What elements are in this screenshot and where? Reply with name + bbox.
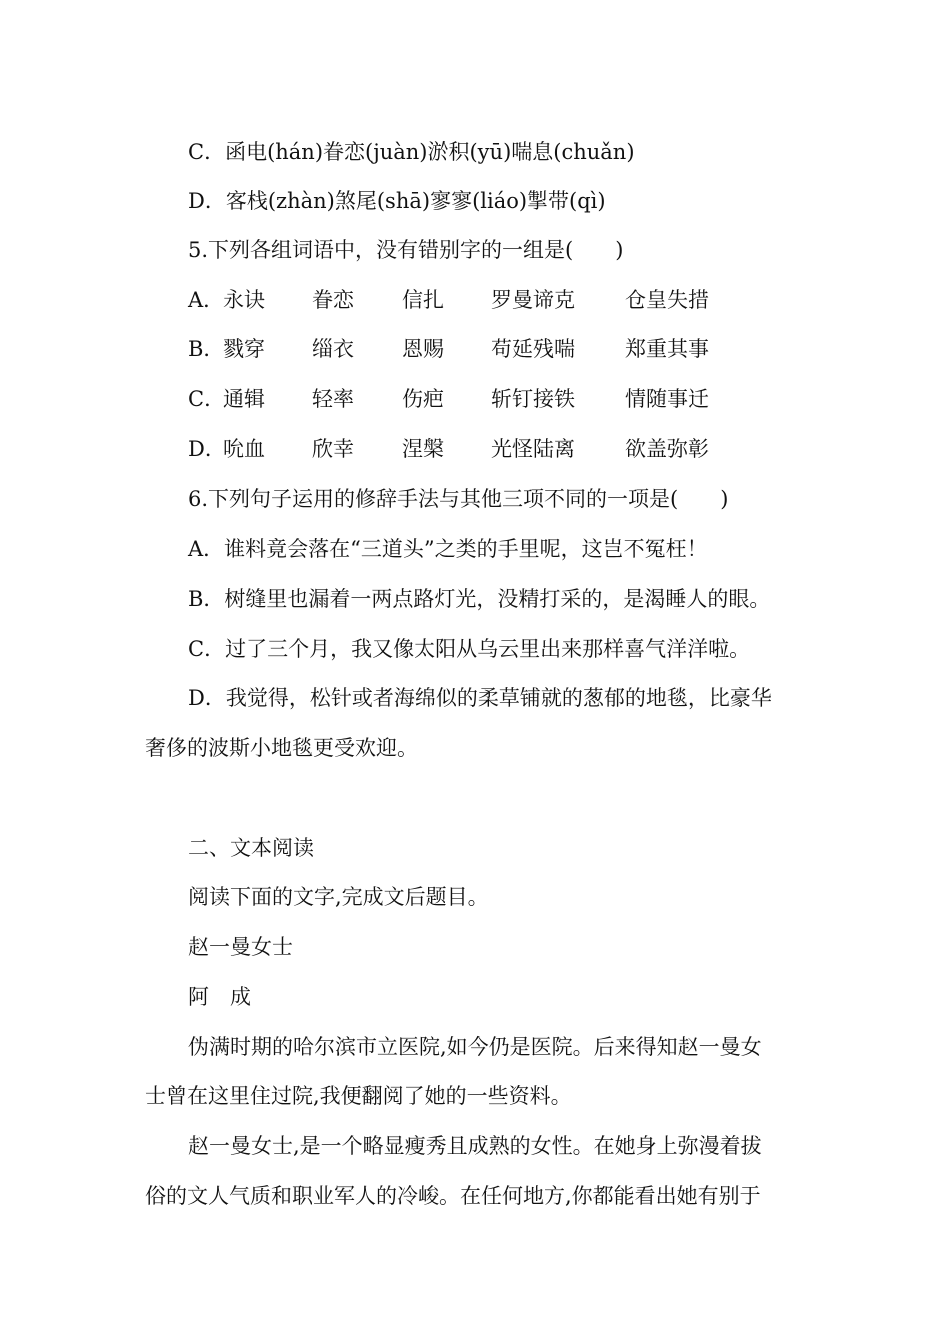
q5-word: 吮血 bbox=[223, 437, 265, 461]
q5-option-label: D． bbox=[188, 437, 226, 461]
q5-word: 仓皇失措 bbox=[625, 288, 709, 312]
q6-option-b: B．树缝里也漏着一两点路灯光，没精打采的，是渴睡人的眼。 bbox=[188, 587, 771, 611]
q5-word: 信扎 bbox=[402, 288, 444, 312]
q5-word: 光怪陆离 bbox=[491, 437, 575, 461]
q5-word: 欲盖弥彰 bbox=[625, 437, 709, 461]
q5-word: 通辑 bbox=[223, 387, 265, 411]
q5-stem: 5.下列各组词语中，没有错别字的一组是( ) bbox=[188, 238, 624, 262]
q6-option-d-line1: D．我觉得，松针或者海绵似的柔草铺就的葱郁的地毯，比豪华 bbox=[188, 686, 772, 710]
q5-option-label: B． bbox=[188, 337, 225, 361]
q5-word: 永诀 bbox=[223, 288, 265, 312]
q5-option-label: C． bbox=[188, 387, 226, 411]
article-title: 赵一曼女士 bbox=[188, 935, 293, 959]
q5-word: 缁衣 bbox=[312, 337, 354, 361]
q4-option-c: C．函电(hán)眷恋(juàn)淤积(yū)喘息(chuǎn) bbox=[188, 140, 635, 164]
paragraph-1-line1: 伪满时期的哈尔滨市立医院,如今仍是医院。后来得知赵一曼女 bbox=[188, 1035, 762, 1059]
q5-word: 眷恋 bbox=[312, 288, 354, 312]
q5-word: 情随事迁 bbox=[625, 387, 709, 411]
q6-option-a: A．谁料竟会落在“三道头”之类的手里呢，这岂不冤枉！ bbox=[188, 537, 708, 561]
paragraph-2-line1: 赵一曼女士,是一个略显瘦秀且成熟的女性。在她身上弥漫着拔 bbox=[188, 1134, 762, 1158]
q5-word: 伤疤 bbox=[402, 387, 444, 411]
q6-option-d-line2: 奢侈的波斯小地毯更受欢迎。 bbox=[145, 736, 418, 760]
q4-option-d: D．客栈(zhàn)煞尾(shā)寥寥(liáo)掣带(qì) bbox=[188, 189, 606, 213]
q6-option-c: C．过了三个月，我又像太阳从乌云里出来那样喜气洋洋啦。 bbox=[188, 637, 751, 661]
q5-word: 斩钉接铁 bbox=[491, 387, 575, 411]
q5-word: 欣幸 bbox=[312, 437, 354, 461]
q5-option-label: A． bbox=[188, 288, 225, 312]
reading-instruction: 阅读下面的文字,完成文后题目。 bbox=[188, 885, 489, 909]
q5-word: 恩赐 bbox=[402, 337, 444, 361]
q6-stem: 6.下列句子运用的修辞手法与其他三项不同的一项是( ) bbox=[188, 487, 729, 511]
q5-word: 涅槃 bbox=[402, 437, 444, 461]
q5-word: 郑重其事 bbox=[625, 337, 709, 361]
paragraph-2-line2: 俗的文人气质和职业军人的冷峻。在任何地方,你都能看出她有别于 bbox=[145, 1184, 761, 1208]
paragraph-1-line2: 士曾在这里住过院,我便翻阅了她的一些资料。 bbox=[145, 1084, 572, 1108]
q5-word: 罗曼谛克 bbox=[491, 288, 575, 312]
q5-word: 戮穿 bbox=[223, 337, 265, 361]
article-author: 阿 成 bbox=[188, 985, 251, 1009]
q5-word: 轻率 bbox=[312, 387, 354, 411]
q5-word: 苟延残喘 bbox=[491, 337, 575, 361]
section-heading: 二、文本阅读 bbox=[188, 836, 314, 860]
